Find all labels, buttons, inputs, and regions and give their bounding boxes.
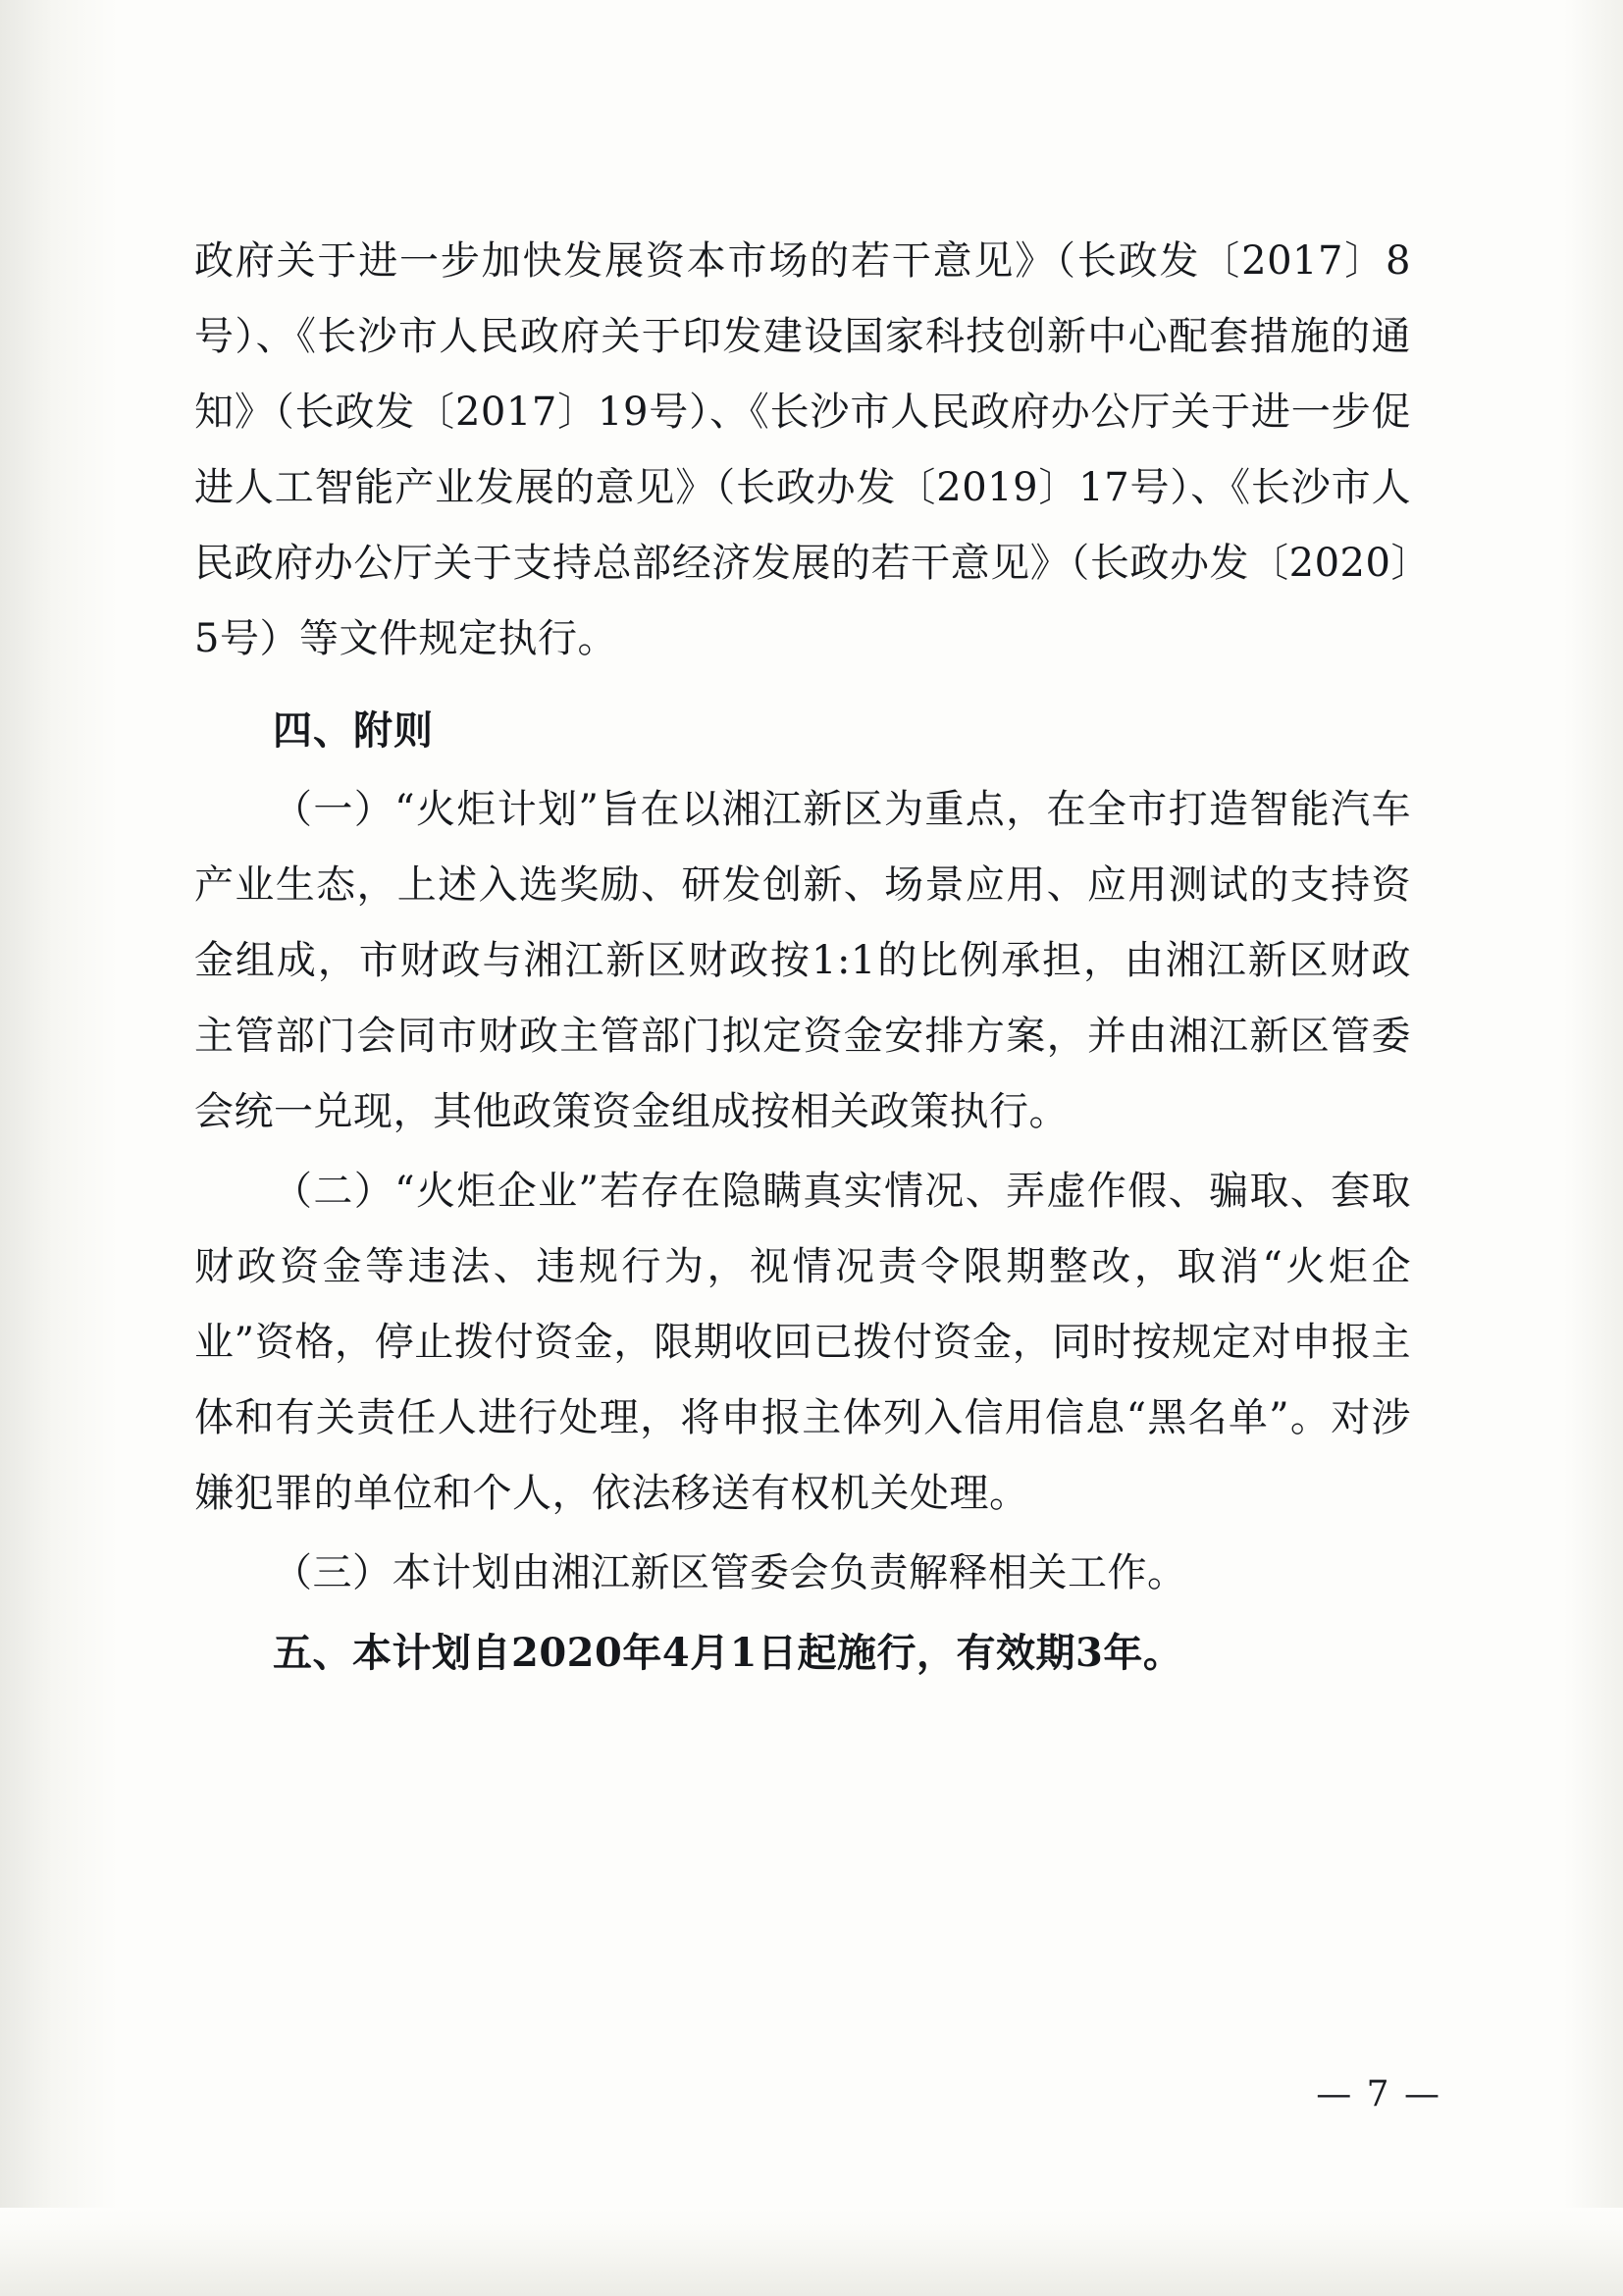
paragraph-item-three: （三）本计划由湘江新区管委会负责解释相关工作。 — [273, 1550, 1187, 1595]
paragraph-item-two: （二）“火炬企业”若存在隐瞒真实情况、弄虚作假、骗取、套取财政资金等违法、违规行为，视情况责令限期整改，取消“火炬企业”资格，停止拨付资金，限期收回已拨付资金，同时按规定对申报主体和有关责任人进行处理，将申报主体列入信用信息“黑名单”。对涉嫌犯罪的单位和个人，依法移送有权机关处理。 — [194, 1169, 1411, 1516]
page-number: — 7 — — [1316, 2074, 1441, 2114]
paragraph-spacer — [194, 681, 1411, 693]
paragraph-continued-policies: 政府关于进一步加快发展资本市场的若干意见》（长政发〔2017〕8号）、《长沙市人民政府关于印发建设国家科技创新中心配套措施的通知》（长政发〔2017〕19号）、《长沙市人民政府办公厅关于进一步促进人工智能产业发展的意见》（长政办发〔2019〕17号）、《长沙市人民政府办公厅关于支持总部经济发展的若干意见》（长政办发〔2020〕5号）等文件规定执行。 — [194, 238, 1411, 661]
document-body — [194, 224, 1411, 1695]
section-heading-four: 四、附则 — [273, 707, 434, 754]
section-heading-five: 五、本计划自2020年4月1日起施行，有效期3年。 — [273, 1630, 1183, 1676]
scan-edge-right — [1564, 0, 1623, 2296]
paragraph-item-one: （一）“火炬计划”旨在以湘江新区为重点，在全市打造智能汽车产业生态，上述入选奖励、研发创新、场景应用、应用测试的支持资金组成，市财政与湘江新区财政按1:1的比例承担，由湘江新区财政主管部门会同市财政主管部门拟定资金安排方案，并由湘江新区管委会统一兑现，其他政策资金组成按相关政策执行。 — [194, 787, 1411, 1134]
scan-edge-bottom — [0, 2208, 1623, 2296]
scan-edge-left — [0, 0, 118, 2296]
